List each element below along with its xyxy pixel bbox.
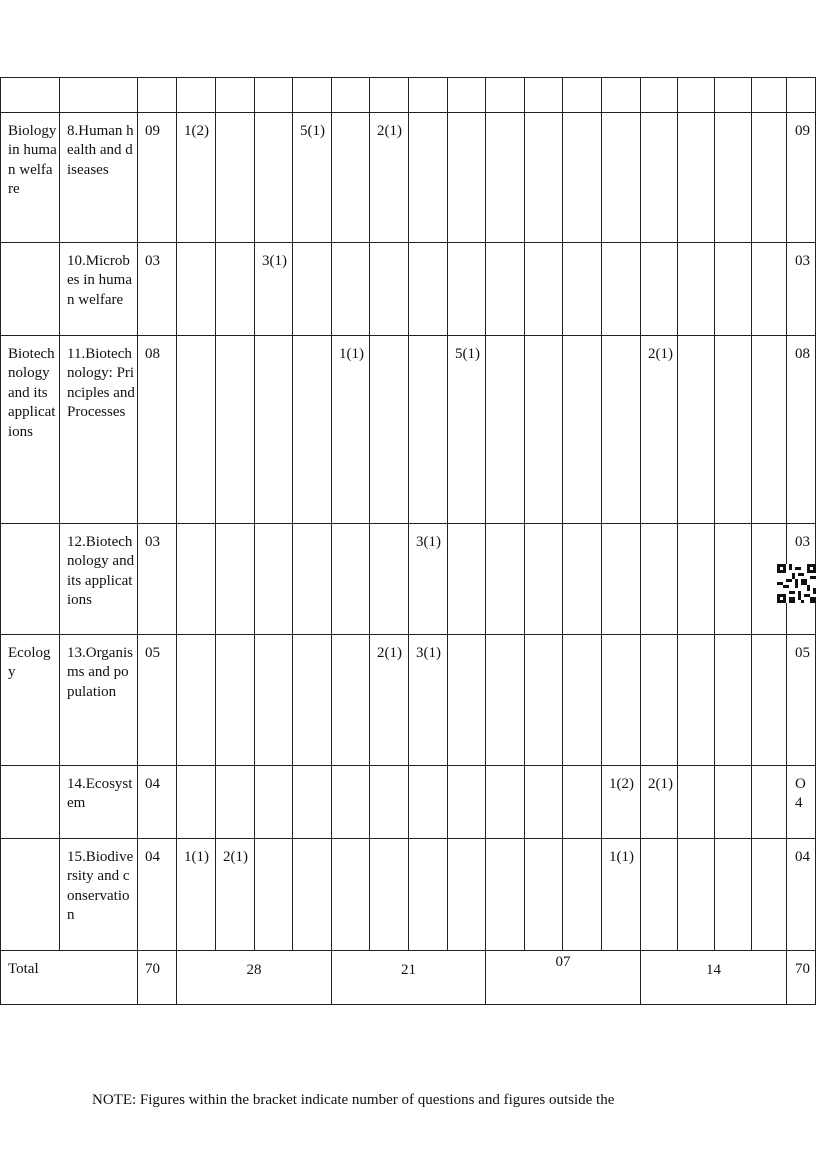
question-cell (563, 113, 602, 243)
question-cell (678, 839, 715, 951)
question-cell (332, 524, 370, 635)
question-cell (293, 336, 332, 524)
unit-cell (1, 839, 60, 951)
unit-cell: Biology in human welfare (1, 113, 60, 243)
question-cell (255, 766, 293, 839)
question-cell (486, 635, 525, 766)
marks-cell: 09 (138, 113, 177, 243)
question-cell (216, 524, 255, 635)
group-total-3: 07 (486, 951, 641, 1005)
question-cell (486, 243, 525, 336)
question-cell (715, 766, 752, 839)
question-cell: 1(1) (332, 336, 370, 524)
question-cell (715, 243, 752, 336)
unit-cell (1, 524, 60, 635)
question-cell (715, 336, 752, 524)
qr-code-icon (777, 564, 816, 603)
question-cell (448, 635, 486, 766)
row-total-cell: 03 (787, 243, 816, 336)
question-cell (216, 336, 255, 524)
question-cell (525, 524, 563, 635)
marks-cell: 08 (138, 336, 177, 524)
question-cell (715, 635, 752, 766)
unit-cell (1, 243, 60, 336)
group-total-4: 14 (641, 951, 787, 1005)
question-cell (602, 113, 641, 243)
question-cell: 2(1) (641, 766, 678, 839)
question-cell (332, 113, 370, 243)
question-cell (448, 839, 486, 951)
question-cell (602, 635, 641, 766)
total-marks: 70 (138, 951, 177, 1005)
table-row (1, 336, 816, 524)
question-cell (641, 839, 678, 951)
question-cell (255, 635, 293, 766)
question-cell (752, 766, 787, 839)
footnote-text: NOTE: Figures within the bracket indicate number of questions and figures outside the (92, 1092, 615, 1108)
question-cell (525, 113, 563, 243)
row-total-cell: 08 (787, 336, 816, 524)
question-cell (370, 336, 409, 524)
chapter-cell: 14.Ecosystem (60, 766, 138, 839)
question-cell (486, 524, 525, 635)
question-cell (486, 336, 525, 524)
question-cell (752, 243, 787, 336)
question-cell (293, 766, 332, 839)
question-cell (678, 766, 715, 839)
question-cell: 2(1) (216, 839, 255, 951)
question-cell: 1(2) (602, 766, 641, 839)
question-cell (525, 243, 563, 336)
question-cell (177, 635, 216, 766)
question-cell (409, 336, 448, 524)
total-label: Total (1, 951, 138, 1005)
row-total-cell: 04 (787, 839, 816, 951)
question-cell (332, 839, 370, 951)
unit-cell: Biotechnology and its applications (1, 336, 60, 524)
question-cell (641, 113, 678, 243)
question-cell (216, 635, 255, 766)
row-total-cell: 05 (787, 635, 816, 766)
question-cell (525, 635, 563, 766)
question-cell: 2(1) (641, 336, 678, 524)
chapter-cell: 12.Biotechnology and its applications (60, 524, 138, 635)
question-cell (409, 766, 448, 839)
question-cell (563, 635, 602, 766)
row-total-cell: 09 (787, 113, 816, 243)
question-cell (486, 766, 525, 839)
question-cell (216, 766, 255, 839)
question-cell (602, 336, 641, 524)
chapter-cell: 11.Biotechnology: Principles and Processes (60, 336, 138, 524)
question-cell (563, 839, 602, 951)
question-cell (370, 524, 409, 635)
question-cell (177, 243, 216, 336)
question-cell (293, 243, 332, 336)
question-cell: 3(1) (409, 635, 448, 766)
question-cell: 3(1) (409, 524, 448, 635)
question-cell (448, 113, 486, 243)
question-cell (678, 113, 715, 243)
question-cell (177, 524, 216, 635)
question-cell (409, 839, 448, 951)
question-cell (255, 113, 293, 243)
question-cell: 1(2) (177, 113, 216, 243)
table-row (1, 524, 816, 635)
question-cell (448, 243, 486, 336)
question-cell: 5(1) (293, 113, 332, 243)
question-cell (370, 766, 409, 839)
total-row (1, 951, 816, 1005)
question-cell (409, 243, 448, 336)
group-total-1: 28 (177, 951, 332, 1005)
question-cell (255, 336, 293, 524)
question-cell (177, 336, 216, 524)
question-cell (678, 336, 715, 524)
question-cell (678, 524, 715, 635)
question-cell (752, 635, 787, 766)
question-cell (678, 243, 715, 336)
question-cell (641, 635, 678, 766)
chapter-cell: 13.Organisms and population (60, 635, 138, 766)
question-cell (370, 243, 409, 336)
question-cell (641, 524, 678, 635)
question-cell (563, 336, 602, 524)
table-row (1, 243, 816, 336)
question-cell (332, 243, 370, 336)
group-total-2: 21 (332, 951, 486, 1005)
question-cell (409, 113, 448, 243)
question-cell (563, 524, 602, 635)
row-total-cell: O4 (787, 766, 816, 839)
question-cell: 3(1) (255, 243, 293, 336)
blueprint-table (0, 77, 816, 1005)
question-cell (752, 336, 787, 524)
question-cell (293, 635, 332, 766)
question-cell (525, 766, 563, 839)
question-cell (332, 766, 370, 839)
question-cell (641, 243, 678, 336)
question-cell (525, 839, 563, 951)
marks-cell: 05 (138, 635, 177, 766)
question-cell: 5(1) (448, 336, 486, 524)
question-cell (525, 336, 563, 524)
question-cell (486, 839, 525, 951)
marks-cell: 03 (138, 243, 177, 336)
question-cell: 1(1) (602, 839, 641, 951)
chapter-cell: 15.Biodiversity and conservation (60, 839, 138, 951)
question-cell (177, 766, 216, 839)
question-cell: 2(1) (370, 635, 409, 766)
question-cell: 2(1) (370, 113, 409, 243)
question-cell (370, 839, 409, 951)
question-cell (216, 113, 255, 243)
table-body (1, 78, 816, 1005)
question-cell: 1(1) (177, 839, 216, 951)
question-cell (715, 839, 752, 951)
question-cell (448, 524, 486, 635)
marks-cell: 04 (138, 839, 177, 951)
grand-total: 70 (787, 951, 816, 1005)
chapter-cell: 10.Microbes in human welfare (60, 243, 138, 336)
question-cell (255, 524, 293, 635)
question-cell (563, 243, 602, 336)
question-cell (216, 243, 255, 336)
question-cell (715, 524, 752, 635)
question-cell (486, 113, 525, 243)
question-cell (563, 766, 602, 839)
question-cell (255, 839, 293, 951)
question-cell (602, 524, 641, 635)
table-row (1, 113, 816, 243)
question-cell (715, 113, 752, 243)
table-row (1, 839, 816, 951)
unit-cell (1, 766, 60, 839)
marks-cell: 03 (138, 524, 177, 635)
table-row (1, 635, 816, 766)
question-cell (752, 839, 787, 951)
question-cell (752, 113, 787, 243)
marks-cell: 04 (138, 766, 177, 839)
chapter-cell: 8.Human health and diseases (60, 113, 138, 243)
question-cell (602, 243, 641, 336)
question-cell (332, 635, 370, 766)
question-cell (448, 766, 486, 839)
question-cell (293, 839, 332, 951)
question-cell (293, 524, 332, 635)
question-cell (678, 635, 715, 766)
table-row (1, 766, 816, 839)
unit-cell: Ecology (1, 635, 60, 766)
row-total-cell: 03 (787, 524, 816, 635)
header-row (1, 78, 816, 113)
